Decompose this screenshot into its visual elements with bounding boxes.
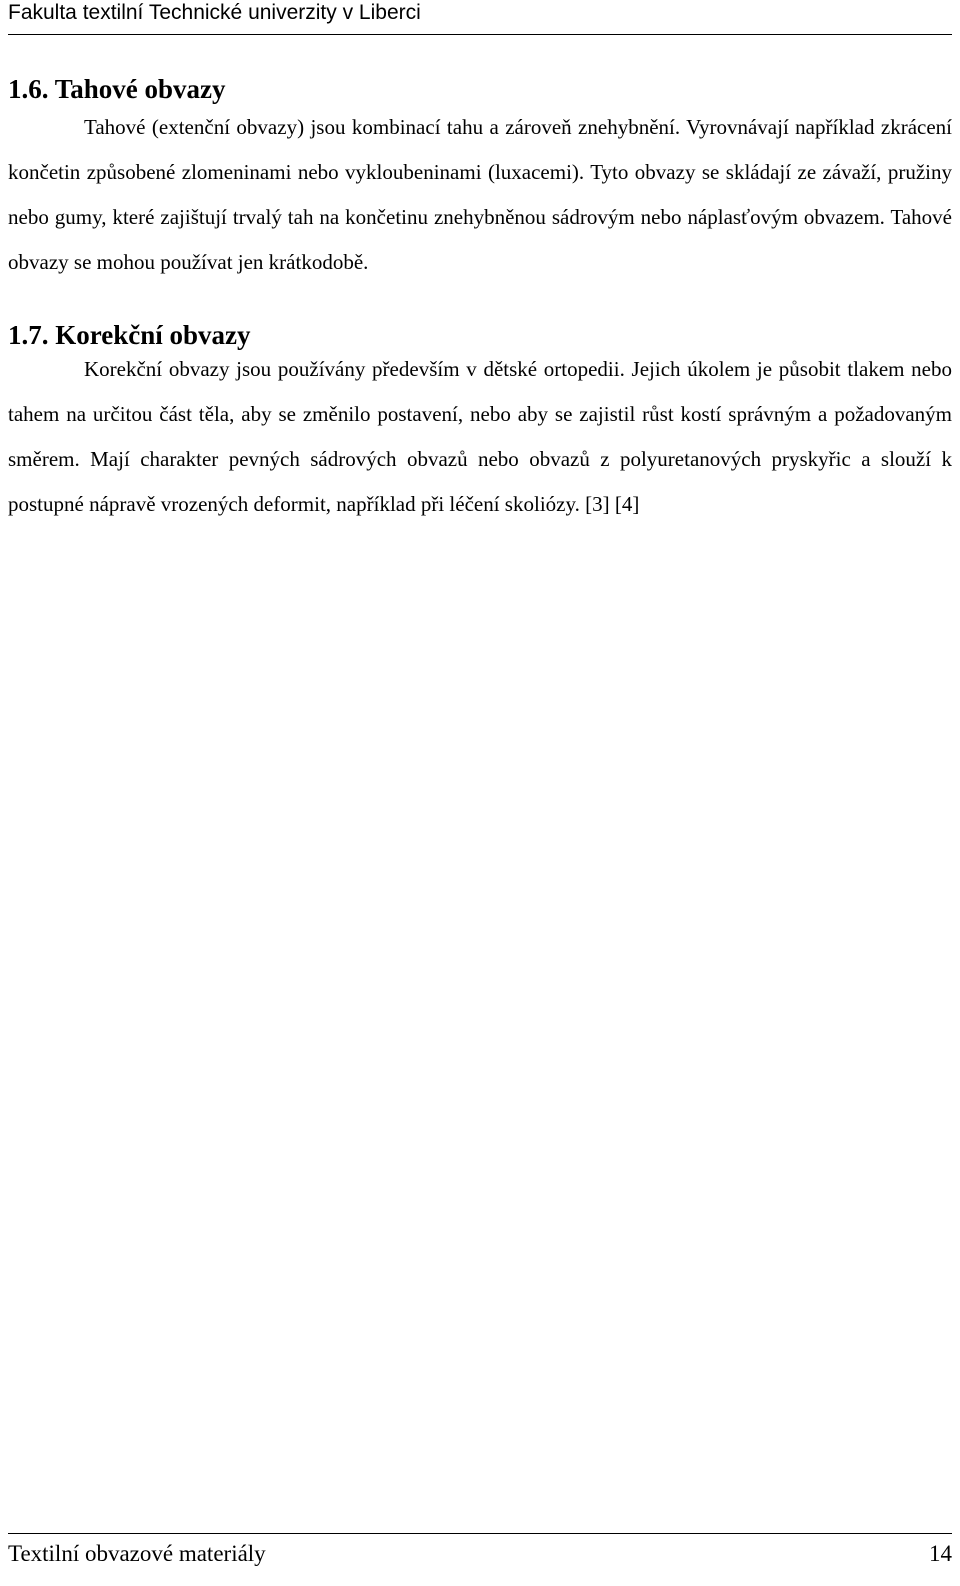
- footer-title: Textilní obvazové materiály: [8, 1541, 266, 1566]
- document-body: [8, 70, 952, 527]
- page-number: 14: [929, 1541, 952, 1566]
- section-paragraph: Korekční obvazy jsou používány především v dětské ortopedii. Jejich úkolem je působit tlakem nebo tahem na určitou část těla, aby se změnilo postavení, nebo aby se zajistil růst kostí správným a požadovaným směrem. Mají charakter pevných sádrových obvazů nebo obvazů z polyuretanových pryskyřic a slouží k postupné nápravě vrozených deformit, například při léčení skoliózy. [3] [4]: [8, 357, 952, 516]
- header-text: Fakulta textilní Technické univerzity v Liberci: [8, 1, 421, 24]
- page-header: [8, 0, 952, 35]
- section-tahove-obvazy: [8, 73, 952, 285]
- page-footer: [8, 1533, 952, 1584]
- section-heading: 1.7. Korekční obvazy: [8, 320, 251, 350]
- section-heading: 1.6. Tahové obvazy: [8, 74, 226, 104]
- section-paragraph: Tahové (extenční obvazy) jsou kombinací tahu a zároveň znehybnění. Vyrovnávají například zkrácení končetin způsobené zlomeninami nebo vykloubeninami (luxacemi). Tyto obvazy se skládají ze závaží, pružiny nebo gumy, které zajištují trvalý tah na končetinu znehybněnou sádrovým nebo náplasťovým obvazem. Tahové obvazy se mohou používat jen krátkodobě.: [8, 115, 952, 274]
- section-korekcni-obvazy: [8, 319, 952, 527]
